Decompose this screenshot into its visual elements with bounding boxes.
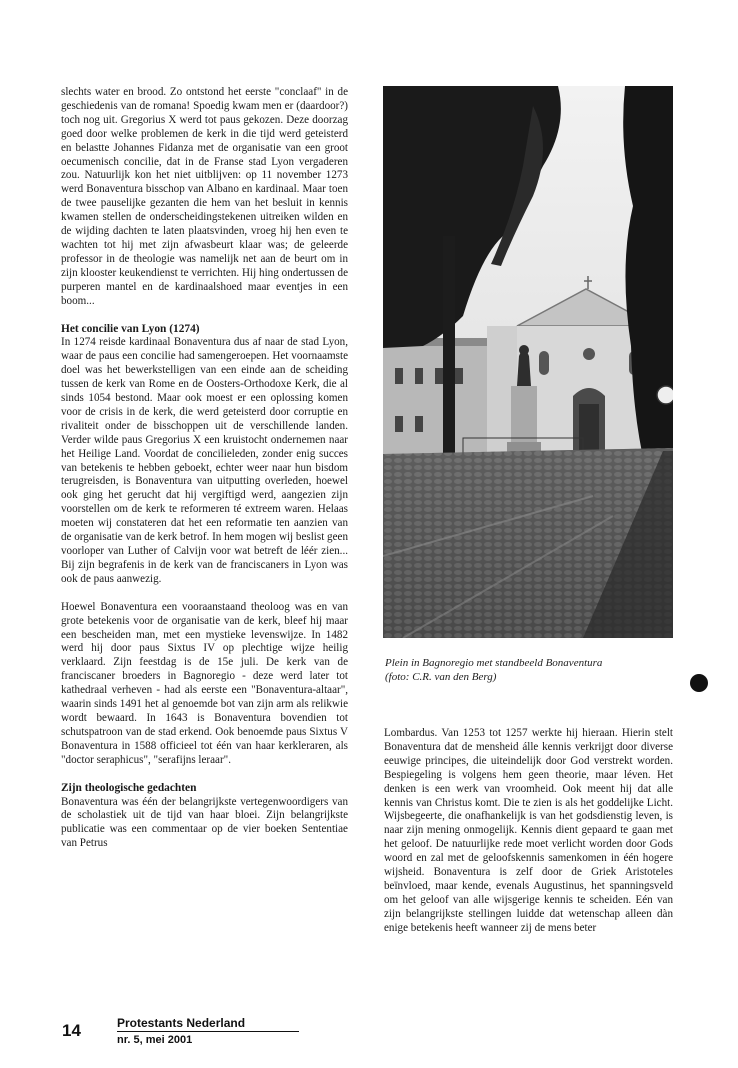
gedachten-paragraph: Bonaventura was één der belangrijkste vertegenwoordigers van de scholastiek uit de tijd van haar bloei. Zijn belangrijkste publicatie was een commentaar op de vier boeken Sententiae van Petrus	[61, 795, 348, 850]
heading-concilie-van-lyon: Het concilie van Lyon (1274)	[61, 322, 200, 335]
magazine-title: Protestants Nederland	[117, 1016, 299, 1032]
intro-paragraph: slechts water en brood. Zo ontstond het eerste "conclaaf" in de geschiedenis van de romana! Spoedig kwam men er (daardoor?) toch nog uit. Gregorius X werd tot paus gekozen. Deze doorzag goed door welke problemen de kerk in die tijd werd geteisterd en belastte Johannes Fidanza met de organisatie van een groot oecumenisch concilie, dat in de Franse stad Lyon vergaderen zou. Natuurlijk kon het niet uitblijven: op 11 november 1273 werd Bonaventura bisschop van Albano en kardinaal. Maar toen de twee pauselijke gezanten die hem van het besluit in kennis kwamen stellen de onderscheidingstekenen uitreiken wilden en de wijding dachten te laten plaatsvinden, vroeg hij hen even te wachten tot hij met zijn afwasbeurt klaar was; de geleerde professor in de theologie was namelijk net aan de beurt om in zijn klooster keukendienst te verrichten. Hij hing ondertussen de purperen mantel en de kardinaalshoed maar eventjes in een boom...	[61, 86, 348, 307]
photo-caption	[385, 657, 675, 684]
caption-line-2: (foto: C.R. van den Berg)	[385, 670, 497, 683]
left-text-column	[61, 86, 348, 851]
photo-illustration	[383, 86, 673, 638]
concilie-paragraph: In 1274 reisde kardinaal Bonaventura dus af naar de stad Lyon, waar de paus een concilie had samengeroepen. Het voornaamste doel was het bewerkstelligen van een einde aan de scheiding tussen de kerk van Rome en de Oosters-Orthodoxe Kerk, die al sinds 1054 bestond. Maar ook moest er een oplossing komen voor de crisis in de kerk, die werd geteisterd door corruptie en rivaliteit onder de bisschoppen uit de verschillende landen. Verder wilde paus Gregorius X een kruistocht ondernemen naar het Heilige Land. Voordat de concilieleden, zonder enig succes van betekenis te hebben geboekt, echter weer naar hun bisdom terugreisden, is Bonaventura van uitputting overleden, hoewel ook ging het gerucht dat hij vergiftigd werd, aangezien zijn voorstellen om de kerk te reformeren té extreem waren. Helaas moeten wij constateren dat het een reformatie ten aanzien van de organisatie van de kerk betrof. In hem mogen wij beslist geen voorloper van Luther of Calvijn voor wat betreft de léér zien... Bij zijn begrafenis in de kerk van de franciscaners in Lyon was ook de paus aanwezig.	[61, 336, 348, 585]
theoloog-paragraph: Hoewel Bonaventura een vooraanstaand theoloog was en van grote betekenis voor de organisatie van de kerk, bleef hij maar een bescheiden man, met een mystieke levenswijze. In 1482 werd hij door paus Sixtus IV op plechtige wijze heilig verklaard. Zijn feestdag is de 15e juli. De kerk van de franciscaner broeders in Bagnoregio - deze werd later tot kathedraal verheven - had als eerste een "Bonaventura-altaar", waarin sinds 1491 het al genoemde bot van zijn arm als relikwie wordt bewaard. In 1643 is Bonaventura bovendien tot schutspatroon van de stad erkend. Ook benoemde paus Sixtus V Bonaventura in 1588 officieel tot één van haar kerkleraren, als "doctor seraphicus", "serafijns leraar".	[61, 600, 348, 766]
right-column-paragraph: Lombardus. Van 1253 tot 1257 werkte hij hieraan. Hierin stelt Bonaventura dat de mensheid álle kennis verkrijgt door diverse eeuwige principes, die uiteindelijk door God verstrekt worden. Bespiegeling is volgens hem geen theorie, maar léven. Het denken is een werk van vroomheid. Ook meent hij dat alle kennis van Christus komt. Die te zien is als het goddelijke Licht. Wijsbegeerte, die onafhankelijk is van het godsdienstig leven, is naar zijn mening onmogelijk. Kennis dient gepaard te gaan met het geloof. De natuurlijke rede moet verlicht worden door Gods woord en zal met de geloofskennis samenkomen in één hogere wijsheid. Bonaventura is zelf door de Griek Aristoteles beïnvloed, maar kende, evenals Augustinus, het spanningsveld om het geloof van alle wijsgerige kennis te scheiden. Eén van zijn belangrijkste stellingen luidde dat wetenschap alleen dàn enige betekenis heeft wanneer zij de mens beter	[384, 727, 673, 934]
right-text-column	[384, 727, 673, 936]
photo-plein-bagnoregio	[383, 86, 673, 638]
end-marker-dot	[690, 674, 708, 692]
heading-theologische-gedachten: Zijn theologische gedachten	[61, 781, 197, 794]
caption-line-1: Plein in Bagnoregio met standbeeld Bonaventura	[385, 657, 603, 669]
issue-line: nr. 5, mei 2001	[117, 1034, 193, 1046]
page-number: 14	[62, 1021, 81, 1040]
